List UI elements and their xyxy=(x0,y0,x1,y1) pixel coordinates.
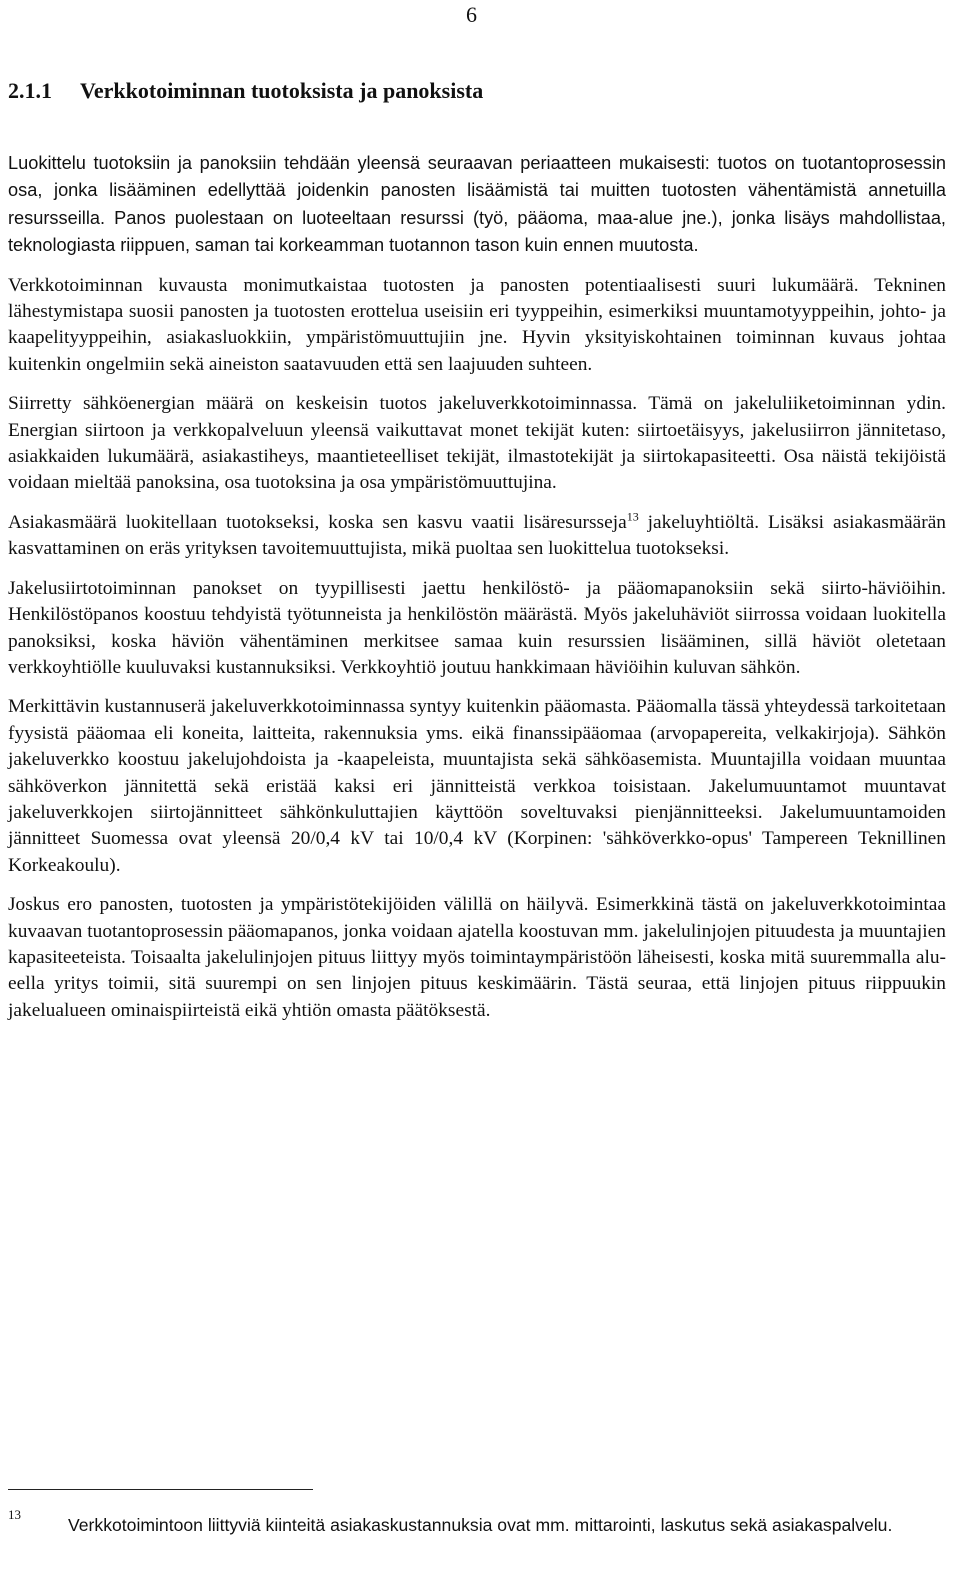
paragraph xyxy=(8,391,946,497)
paragraph-text: Siirretty sähköenergian määrä on keskeisin tuotos jakeluverkkotoiminnassa. Tämä on jakeluliiketoiminnan ydin. Energian siirtoon ja verkkopalveluun yleensä vaikuttavat monet tekijät kuten: siirtoetäisyys, jakelusiirron jännitetaso, asiakkaiden lukumäärä, asiakastiheys, maantieteelliset tekijät, ilmastotekijät ja siirtokapasiteetti. Osa näistä tekijöistä voidaan mieltää panoksina, osa tuotoksina ja osa ympäristömuuttujina. xyxy=(8,393,946,494)
section-number: 2.1.1 xyxy=(8,78,52,103)
paragraph xyxy=(8,150,946,260)
paragraph xyxy=(8,892,946,1024)
paragraph-text: jakeluyhtiöltä. Lisäksi asiakasmäärän kasvattaminen on eräs yrityksen tavoitemuuttujista, mikä puoltaa sen luokittelua tuotokseksi. xyxy=(8,511,946,560)
paragraph-text: Asiakasmäärä luokitellaan tuotokseksi, koska sen kasvu vaatii lisäresursseja xyxy=(8,511,627,533)
page-number: 6 xyxy=(466,2,477,27)
section-heading xyxy=(8,76,928,106)
paragraph xyxy=(8,273,946,379)
paragraph-text: Luokittelu tuotoksiin ja panoksiin tehdään yleensä seuraavan periaatteen mukaisesti: tuotos on tuotantoprosessin osa, jonka lisääminen edellyttää joidenkin panosten lisäämistä tai muitten tuotosten vähentämistä annetuilla resursseilla. Panos puolestaan on luoteeltaan resurssi (työ, pääoma, maa-alue jne.), jonka lisäys mahdollistaa, teknologiasta riippuen, saman tai korkeamman tuotannon tason kuin ennen muutosta. xyxy=(8,153,946,256)
footnote-reference: 13 xyxy=(626,509,639,524)
paragraph xyxy=(8,694,946,879)
footnote xyxy=(8,1507,948,1537)
paragraph xyxy=(8,576,946,682)
paragraph xyxy=(8,510,946,563)
footnote-divider xyxy=(8,1489,313,1490)
paragraph-text: Jakelusiirtotoiminnan panokset on tyypillisesti jaettu henkilöstö- ja pääomapanoksiin sekä siirto-häviöihin. Henkilöstöpanos koostuu tehdyistä työtunneista ja henkilöstön määrästä. Myös jakeluhäviöt siirrossa voidaan luokitella panoksiksi, koska häviön vähentäminen merkitsee samaa kuin resurssien lisääminen, sillä häviöt oletetaan verkkoyhtiölle kuuluvaksi kustannuksiksi. Verkkoyhtiö joutuu hankkimaan häviöihin kuluvan sähkön. xyxy=(8,577,946,678)
footnote-marker: 13 xyxy=(8,1507,21,1522)
paragraph-text: Verkkotoiminnan kuvausta monimutkaistaa tuotosten ja panosten potentiaalisesti suuri lukumäärä. Tekninen lähestymistapa suosii panosten ja tuotosten erottelua useisiin eri tyyppeihin, esimerkiksi muuntamotyyppeihin, johto- ja kaapelityyppeihin, asiakasluokkiin, ympäristömuuttujiin jne. Hyvin yksityiskohtainen toiminnan kuvaus johtaa kuitenkin ongelmiin sekä aineiston saatavuuden että sen laajuuden suhteen. xyxy=(8,274,946,375)
footnote-text: Verkkotoimintoon liittyviä kiinteitä asiakaskustannuksia ovat mm. mittarointi, laskutus sekä asiakaspalvelu. xyxy=(68,1515,893,1535)
section-title: Verkkotoiminnan tuotoksista ja panoksista xyxy=(80,78,484,103)
paragraph-text: Merkittävin kustannuserä jakeluverkkotoiminnassa syntyy kuitenkin pääomasta. Pääomalla tässä yhteydessä tarkoitetaan fyysistä pääomaa eli koneita, laitteita, rakennuksia yms. eikä finanssipääomaa (arvopapereita, velkakirjoja). Sähkön jakeluverkko koostuu jakelujohdoista ja -kaapeleista, muuntajista sekä sähköasemista. Muuntajilla voidaan muuntaa sähköverkon jännitettä sekä eristää kaksi eri jännitteistä verkkoa toisistaan. Jakelumuuntamot muuntavat jakeluverkkojen siirtojännitteet sähkönkuluttajien käyttöön soveltuvaksi pienjännitteeksi. Jakelumuuntamoiden jännitteet Suomessa ovat yleensä 20/0,4 kV tai 10/0,4 kV (Korpinen: 'sähköverkko-opus' Tampereen Teknillinen Korkeakoulu). xyxy=(8,696,946,876)
paragraph-text: Joskus ero panosten, tuotosten ja ympäristötekijöiden välillä on häilyvä. Esimerkkinä tästä on jakeluverkkotoimintaa kuvaavan tuotantoprosessin pääomapanos, jonka voidaan ajatella koostuvan mm. jakelulinjojen pituudesta ja muuntajien kapasiteeteista. Toisaalta jakelulinjojen pituus liittyy myös toimintaympäristöön läheisesti, koska mitä suuremmalla alueella yritys toimii, sitä suurempi on sen linjojen pituus keskimäärin. Tästä seuraa, että linjojen pituus riippuukin jakelualueen ominaispiirteistä eikä yhtiön omasta päätöksestä. xyxy=(8,894,946,1021)
body-text xyxy=(8,150,946,1037)
